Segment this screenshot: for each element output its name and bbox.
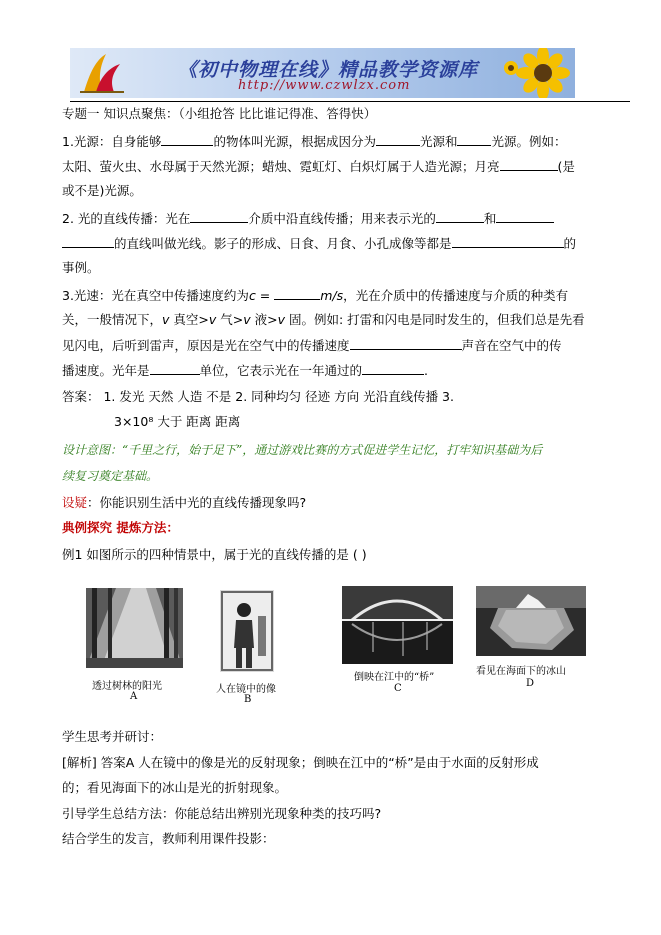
light-ray-line: 的直线叫做光线。影子的形成、日食、月食、小孔成像等都是 的: [62, 235, 576, 252]
speed-comparison-line: 关，一般情况下，v 真空>v 气>v 液>v 固。例如: 打雷和闪电是同时发生的，但我们总是先看: [62, 312, 585, 327]
figure-label: D: [526, 678, 535, 689]
answer-blank[interactable]: [496, 210, 554, 223]
figure-c: [342, 586, 456, 710]
answer-blank[interactable]: [350, 337, 462, 350]
figure-caption: 透过树林的阳光: [92, 681, 162, 692]
figure-caption: 人在镜中的像: [216, 684, 276, 695]
answer-blank[interactable]: [362, 362, 424, 375]
answer-blank[interactable]: [150, 362, 200, 375]
final-line: 结合学生的发言，教师利用课件投影：: [62, 831, 275, 846]
answer-blank[interactable]: [376, 133, 420, 146]
light-source-examples: 太阳、萤火虫、水母属于天然光源；蜡烛、霓虹灯、白炽灯属于人造光源；月亮 (是: [62, 159, 575, 174]
answer-blank[interactable]: [436, 210, 484, 223]
site-logo-icon: [76, 52, 130, 94]
analysis-line-2: 的；看见海面下的冰山是光的折射现象。: [62, 780, 288, 795]
answers-line-1: 答案： 1. 发光 天然 人造 不是 2. 同种均匀 径迹 方向 光沿直线传播 3.: [62, 389, 454, 404]
header-rule: [70, 101, 630, 102]
mirror-image-photo: [220, 590, 274, 672]
answer-blank[interactable]: [190, 210, 248, 223]
answer-blank[interactable]: [457, 133, 491, 146]
light-source-tail: 或不是)光源。: [62, 183, 142, 198]
section-heading-2: 典例探究 提炼方法：: [62, 520, 179, 535]
banner-title: 《初中物理在线》精品教学资源库: [178, 59, 479, 81]
bridge-reflection-photo: [342, 586, 453, 664]
sunflower-icon: [503, 48, 571, 98]
light-speed-line: 3.光速：光在真空中传播速度约为c = m/s，光在介质中的传播速度与介质的种类有: [62, 288, 569, 303]
answer-blank[interactable]: [500, 158, 558, 171]
question-line: 设疑：你能识别生活中光的直线传播现象吗?: [62, 495, 307, 510]
figure-label: C: [394, 683, 402, 694]
guide-line: 引导学生总结方法：你能总结出辨别光现象种类的技巧吗?: [62, 806, 382, 821]
section-heading-1: 专题一 知识点聚焦：（小组抢答 比比谁记得准、答得快）: [62, 106, 377, 121]
iceberg-photo: [476, 586, 586, 656]
examples-tail: 事例。: [62, 260, 100, 275]
answer-blank[interactable]: [452, 235, 564, 248]
banner-url[interactable]: http://www.czwlzx.com: [238, 78, 411, 93]
straight-line-propagation: 2. 光的直线传播：光在 介质中沿直线传播；用来表示光的 和: [62, 210, 554, 227]
answer-blank[interactable]: [161, 133, 213, 146]
figure-b: [216, 590, 286, 710]
answer-blank[interactable]: [62, 235, 114, 248]
answer-blank[interactable]: [274, 287, 320, 300]
design-intent-2: 续复习奠定基础。: [62, 469, 159, 483]
figure-label: B: [244, 694, 252, 705]
answers-line-2: 3×10⁸ 大于 距离 距离: [114, 414, 241, 429]
light-source-line: 1.光源：自身能够 的物体叫光源，根据成因分为 光源和 光源。例如：: [62, 134, 567, 149]
student-think: 学生思考并研讨：: [62, 729, 163, 744]
header-banner: [70, 48, 575, 98]
figure-a: [86, 588, 186, 708]
forest-sunlight-photo: [86, 588, 183, 668]
figure-caption: 倒映在江中的“桥”: [354, 672, 435, 683]
design-intent: 设计意图：“千里之行，始于足下”，通过游戏比赛的方式促进学生记忆，打牢知识基础为后: [62, 443, 543, 457]
figure-label: A: [130, 691, 138, 702]
light-year-line: 播速度。光年是 单位，它表示光在一年通过的 .: [62, 363, 429, 378]
figure-d: [476, 586, 596, 710]
thunder-line: 见闪电，后听到雷声，原因是光在空气中的传播速度 声音在空气中的传: [62, 338, 562, 353]
analysis-line-1: [解析] 答案A 人在镜中的像是光的反射现象；倒映在江中的“桥”是由于水面的反射形成: [62, 755, 539, 770]
figure-caption: 看见在海面下的冰山: [476, 666, 566, 677]
example-question: 例1 如图所示的四种情景中，属于光的直线传播的是 ( ): [62, 547, 367, 562]
